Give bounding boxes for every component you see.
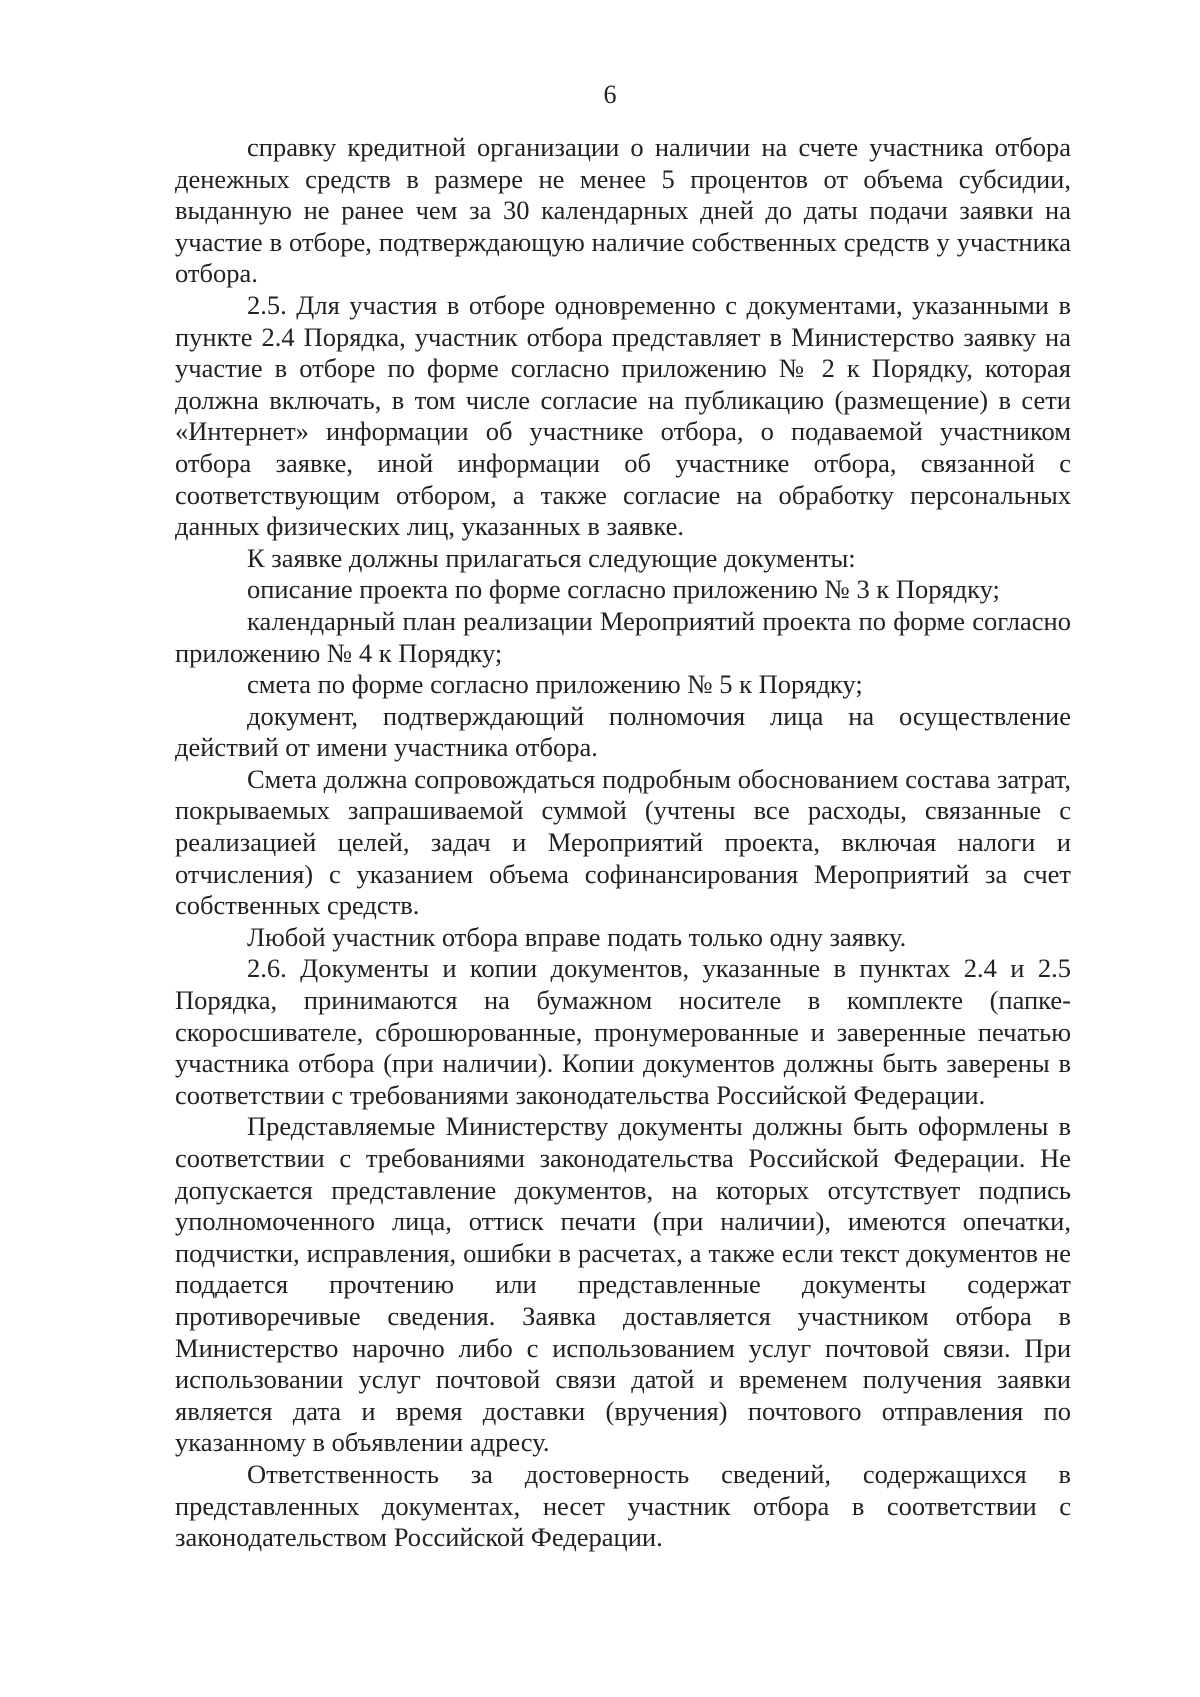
paragraph-2-5: 2.5. Для участия в отборе одновременно с документами, указанными в пункте 2.4 Порядка, участник отбора представляет в Министерство заявку на участие в отборе по форме согласно приложению № 2 к Порядку, которая должна включать, в том числе согласие на публикацию (размещение) в сети «Интернет» информации об участнике отбора, о подаваемой участником отбора заявке, иной информации об участнике отбора, связанной с соответствующим отбором, а также согласие на обработку персональных данных физических лиц, указанных в заявке. — [175, 289, 1071, 542]
paragraph-2-6: 2.6. Документы и копии документов, указанные в пунктах 2.4 и 2.5 Порядка, принимаются на бумажном носителе в комплекте (папке-скоросшивателе, сброшюрованные, пронумерованные и заверенные печатью участника отбора (при наличии). Копии документов должны быть заверены в соответствии с требованиями законодательства Российской Федерации. — [175, 953, 1071, 1110]
paragraph-bank-certificate: справку кредитной организации о наличии на счете участника отбора денежных средств в размере не менее 5 процентов от объема субсидии, выданную не ранее чем за 30 календарных дней до даты подачи заявки на участие в отборе, подтверждающую наличие собственных средств у участника отбора. — [175, 132, 1071, 289]
paragraph-one-application: Любой участник отбора вправе подать только одну заявку. — [247, 921, 907, 952]
paragraph-estimate-justification: Смета должна сопровождаться подробным обоснованием состава затрат, покрываемых запрашиваемой суммой (учтены все расходы, связанные с реализацией целей, задач и Мероприятий проекта, включая налоги и отчисления) с указанием объема софинансирования Мероприятий за счет собственных средств. — [175, 763, 1071, 921]
list-item-estimate: смета по форме согласно приложению № 5 к Порядку; — [247, 669, 863, 700]
document-body — [175, 132, 1071, 1554]
paragraph-responsibility: Ответственность за достоверность сведений, содержащихся в представленных документах, несет участник отбора в соответствии с законодательством Российской Федерации. — [175, 1458, 1071, 1553]
paragraph-document-requirements: Представляемые Министерству документы должны быть оформлены в соответствии с требованиями законодательства Российской Федерации. Не допускается представление документов, на которых отсутствует подпись уполномоченного лица, оттиск печати (при наличии), имеются опечатки, подчистки, исправления, ошибки в расчетах, а также если текст документов не поддается прочтению или представленные документы содержат противоречивые сведения. Заявка доставляется участником отбора в Министерство нарочно либо с использованием услуг почтовой связи. При использовании услуг почтовой связи датой и временем получения заявки является дата и время доставки (вручения) почтового отправления по указанному в объявлении адресу. — [175, 1111, 1071, 1458]
page-number: 6 — [603, 80, 617, 109]
list-item-project-description: описание проекта по форме согласно приложению № 3 к Порядку; — [247, 574, 1000, 605]
paragraph-attached-documents: К заявке должны прилагаться следующие документы: — [247, 542, 856, 573]
list-item-calendar-plan: календарный план реализации Мероприятий проекта по форме согласно приложению № 4 к Порядку; — [175, 605, 1071, 668]
list-item-authority-document: документ, подтверждающий полномочия лица на осуществление действий от имени участника отбора. — [175, 700, 1071, 763]
